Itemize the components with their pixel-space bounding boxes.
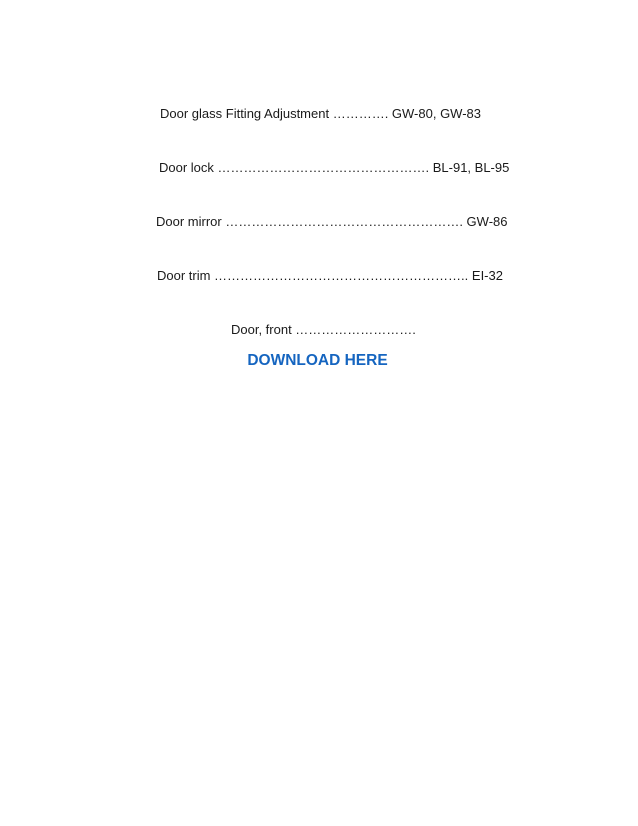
index-entry-door-trim: Door trim ………………………………………………….. EI-32 [157, 268, 503, 283]
index-entry-door-front: Door, front ………………………. [231, 322, 416, 337]
download-link-label[interactable]: DOWNLOAD HERE [247, 352, 388, 369]
index-entry-door-mirror: Door mirror ………………………………………………. GW-86 [156, 214, 508, 229]
index-entry-door-glass: Door glass Fitting Adjustment …………. GW-80, GW-83 [160, 106, 482, 121]
download-link[interactable] [0, 351, 638, 371]
index-entry-door-lock: Door lock …………………………………………. BL-91, BL-95 [159, 160, 510, 175]
